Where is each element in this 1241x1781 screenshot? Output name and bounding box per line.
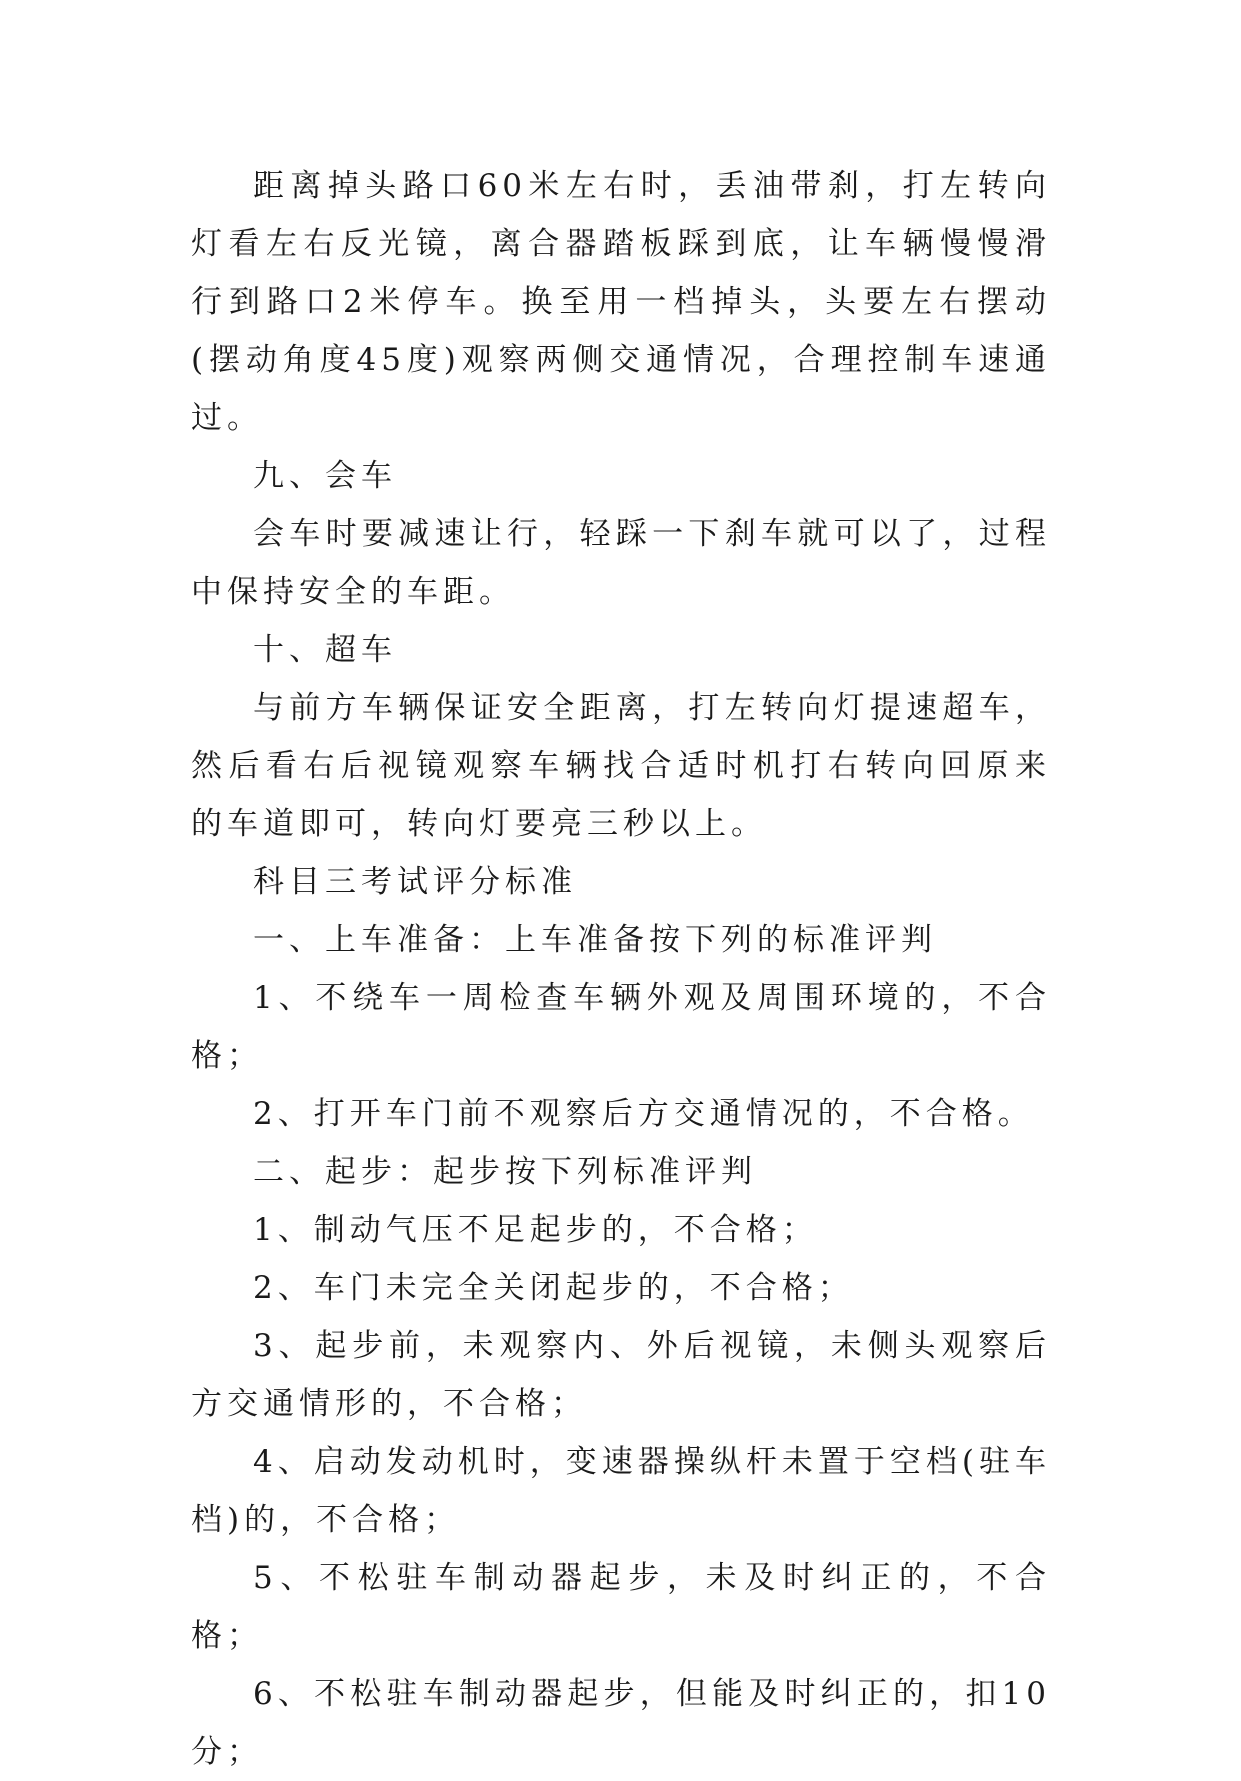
heading-boarding-preparation: 一、上车准备：上车准备按下列的标准评判 [253, 922, 937, 958]
paragraph-meeting-vehicles: 会车时要减速让行，轻踩一下刹车就可以了，过程中保持安全的车距。 [191, 516, 1051, 610]
paragraph-overtaking: 与前方车辆保证安全距离，打左转向灯提速超车，然后看右后视镜观察车辆找合适时机打右转向回原来的车道即可，转向灯要亮三秒以上。 [191, 690, 1051, 842]
heading-meeting-vehicles: 九、会车 [253, 458, 397, 494]
list-item: 2、打开车门前不观察后方交通情况的，不合格。 [253, 1096, 1034, 1132]
heading-overtaking: 十、超车 [253, 632, 397, 668]
heading-scoring-standard: 科目三考试评分标准 [253, 864, 577, 900]
list-item: 1、不绕车一周检查车辆外观及周围环境的，不合格； [191, 980, 1051, 1074]
list-item: 2、车门未完全关闭起步的，不合格； [253, 1270, 854, 1306]
list-item: 4、启动发动机时，变速器操纵杆未置于空档(驻车档)的，不合格； [191, 1444, 1051, 1538]
list-item: 6、不松驻车制动器起步，但能及时纠正的，扣10分； [191, 1676, 1051, 1770]
heading-starting-off: 二、起步：起步按下列标准评判 [253, 1154, 757, 1190]
document-body [191, 157, 1051, 1781]
list-item: 1、制动气压不足起步的，不合格； [253, 1212, 818, 1248]
list-item: 3、起步前，未观察内、外后视镜，未侧头观察后方交通情形的，不合格； [191, 1328, 1051, 1422]
paragraph-uturn-procedure: 距离掉头路口60米左右时，丢油带刹，打左转向灯看左右反光镜，离合器踏板踩到底，让车辆慢慢滑行到路口2米停车。换至用一档掉头，头要左右摆动(摆动角度45度)观察两侧交通情况，合理控制车速通过。 [191, 168, 1051, 436]
list-item: 5、不松驻车制动器起步，未及时纠正的，不合格； [191, 1560, 1051, 1654]
